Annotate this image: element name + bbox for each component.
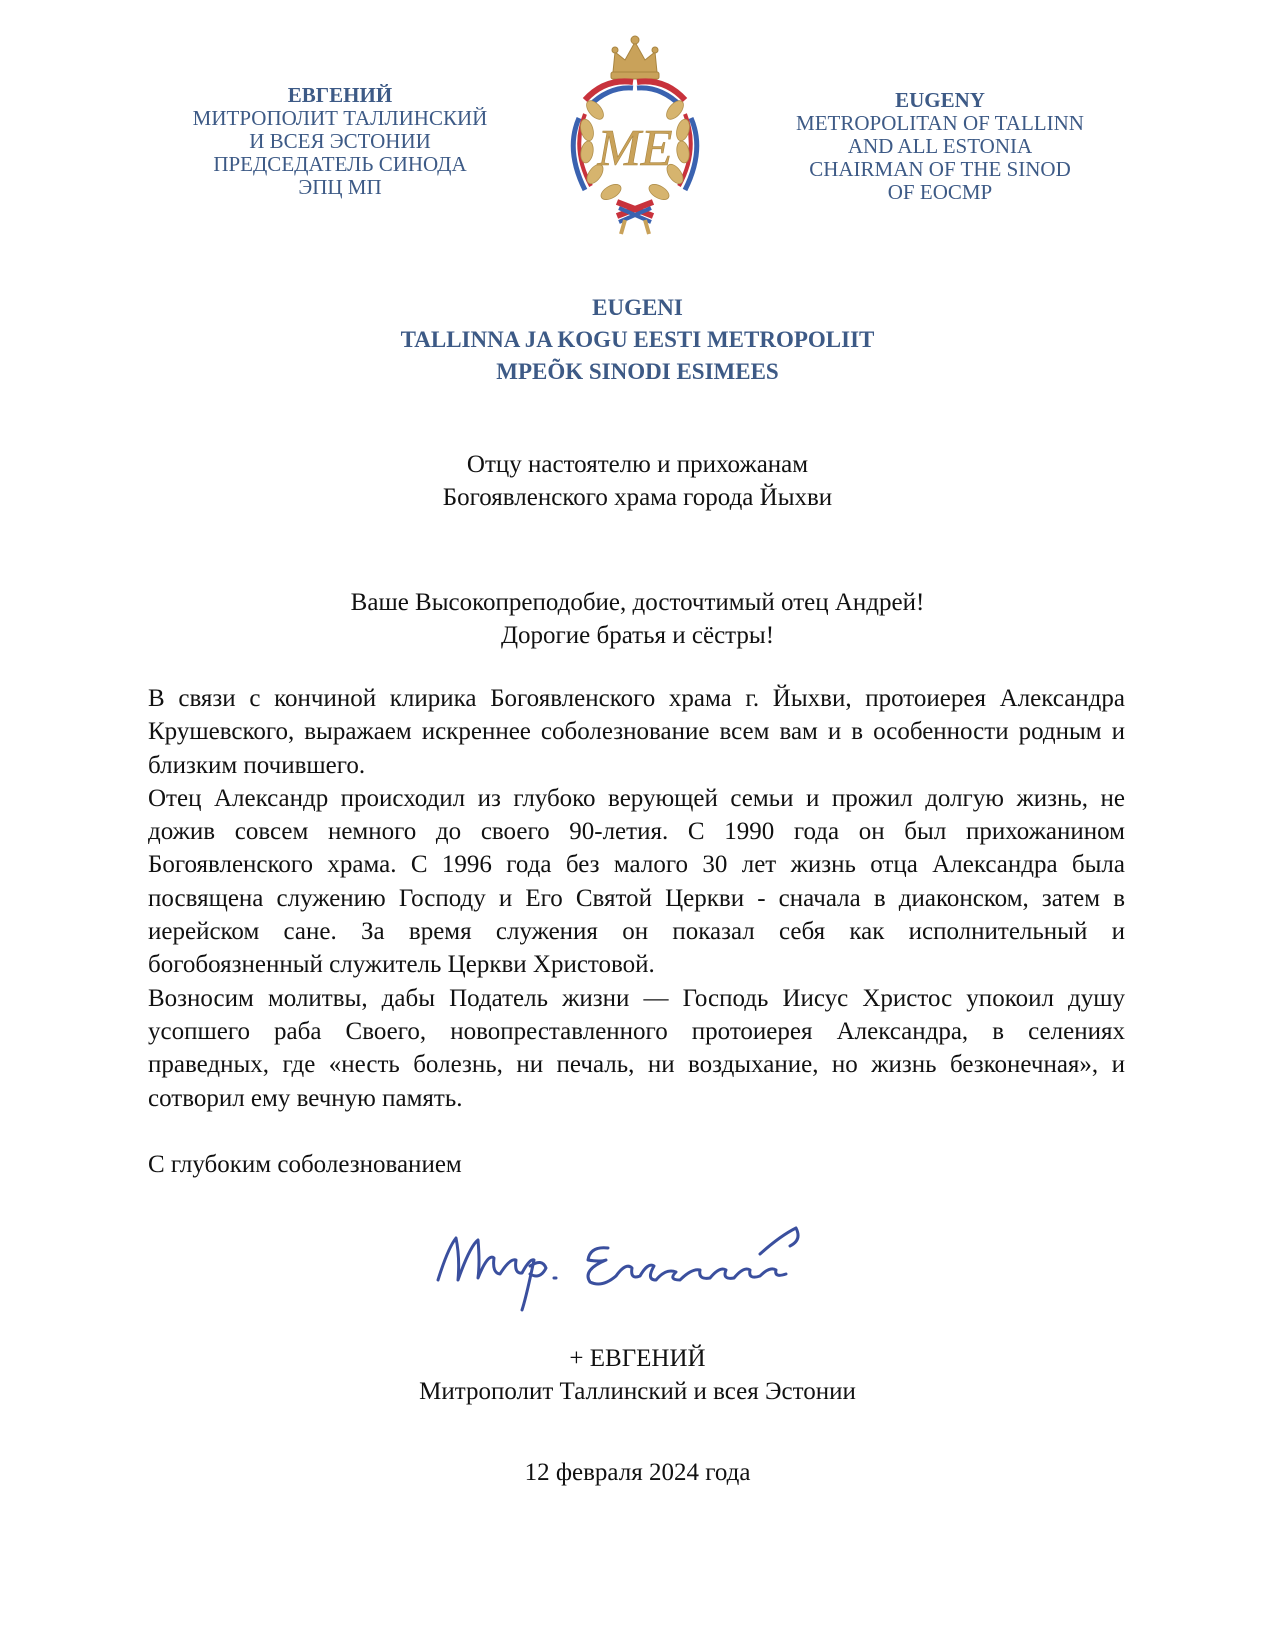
header-right-line: AND ALL ESTONIA <box>847 134 1033 158</box>
header-left-name: ЕВГЕНИЙ <box>287 83 393 107</box>
addressee-line: Богоявленского храма города Йыхви <box>442 484 833 511</box>
header-right-line: OF EOCMP <box>887 180 993 204</box>
signer-title: Митрополит Таллинский и всея Эстонии <box>419 1378 856 1405</box>
estonian-name: EUGENI <box>592 295 683 320</box>
letter-date: 12 февраля 2024 года <box>524 1459 751 1486</box>
greeting <box>0 586 1275 652</box>
estonian-title-block <box>0 292 1275 388</box>
header-left-block <box>170 84 510 199</box>
header-left-line: И ВСЕЯ ЭСТОНИИ <box>249 129 431 153</box>
body-paragraph: В связи с кончиной клирика Богоявленского храма г. Йыхви, протоиерея Александра Крушевского, выражаем искреннее соболезнование всем вам и в особенности родным и близким почившего. <box>148 685 1125 779</box>
header-right-block <box>770 89 1110 204</box>
header-left-line: МИТРОПОЛИТ ТАЛЛИНСКИЙ <box>192 106 488 130</box>
addressee-line: Отцу настоятелю и прихожанам <box>466 451 809 478</box>
estonian-title: TALLINNA JA KOGU EESTI METROPOLIIT <box>400 327 875 352</box>
signer-name: + ЕВГЕНИЙ <box>569 1345 706 1372</box>
header-right-name: EUGENY <box>895 88 985 112</box>
body-paragraph: Отец Александр происходил из глубоко верующей семьи и прожил долгую жизнь, не дожив совсем немного до своего 90-летия. С 1990 года он был прихожанином Богоявленского храма. С 1996 года без малого 30 лет жизнь отца Александра была посвящена служению Господу и Его Святой Церкви - сначала в диаконском, затем в иерейском сане. За время служения он показал себя как исполнительный и богобоязненный служитель Церкви Христовой. <box>148 784 1125 979</box>
header-right-line: CHAIRMAN OF THE SINOD <box>809 157 1071 181</box>
crowned-wreath-emblem-icon <box>555 30 715 235</box>
greeting-line: Дорогие братья и сёстры! <box>500 622 775 649</box>
handwritten-signature <box>430 1218 835 1318</box>
header-left-line: ЭПЦ МП <box>298 175 382 199</box>
signature-block <box>0 1342 1275 1408</box>
greeting-line: Ваше Высокопреподобие, досточтимый отец Андрей! <box>350 589 925 616</box>
body-paragraph: Возносим молитвы, дабы Податель жизни — Господь Иисус Христос упокоил душу усопшего раба Своего, новопреставленного протоиерея Александра, в селениях праведных, где «несть болезнь, ни печаль, ни воздыхание, но жизнь безконечная», и сотворил ему вечную память. <box>148 984 1125 1112</box>
header-left-line: ПРЕДСЕДАТЕЛЬ СИНОДА <box>213 152 467 176</box>
emblem-monogram: ME <box>597 120 673 177</box>
closing-phrase: С глубоким соболезнованием <box>148 1151 462 1178</box>
header-right-line: METROPOLITAN OF TALLINN <box>796 111 1084 135</box>
estonian-subtitle: MPEÕK SINODI ESIMEES <box>496 359 779 384</box>
letter-body <box>148 682 1125 1115</box>
addressee <box>0 448 1275 514</box>
